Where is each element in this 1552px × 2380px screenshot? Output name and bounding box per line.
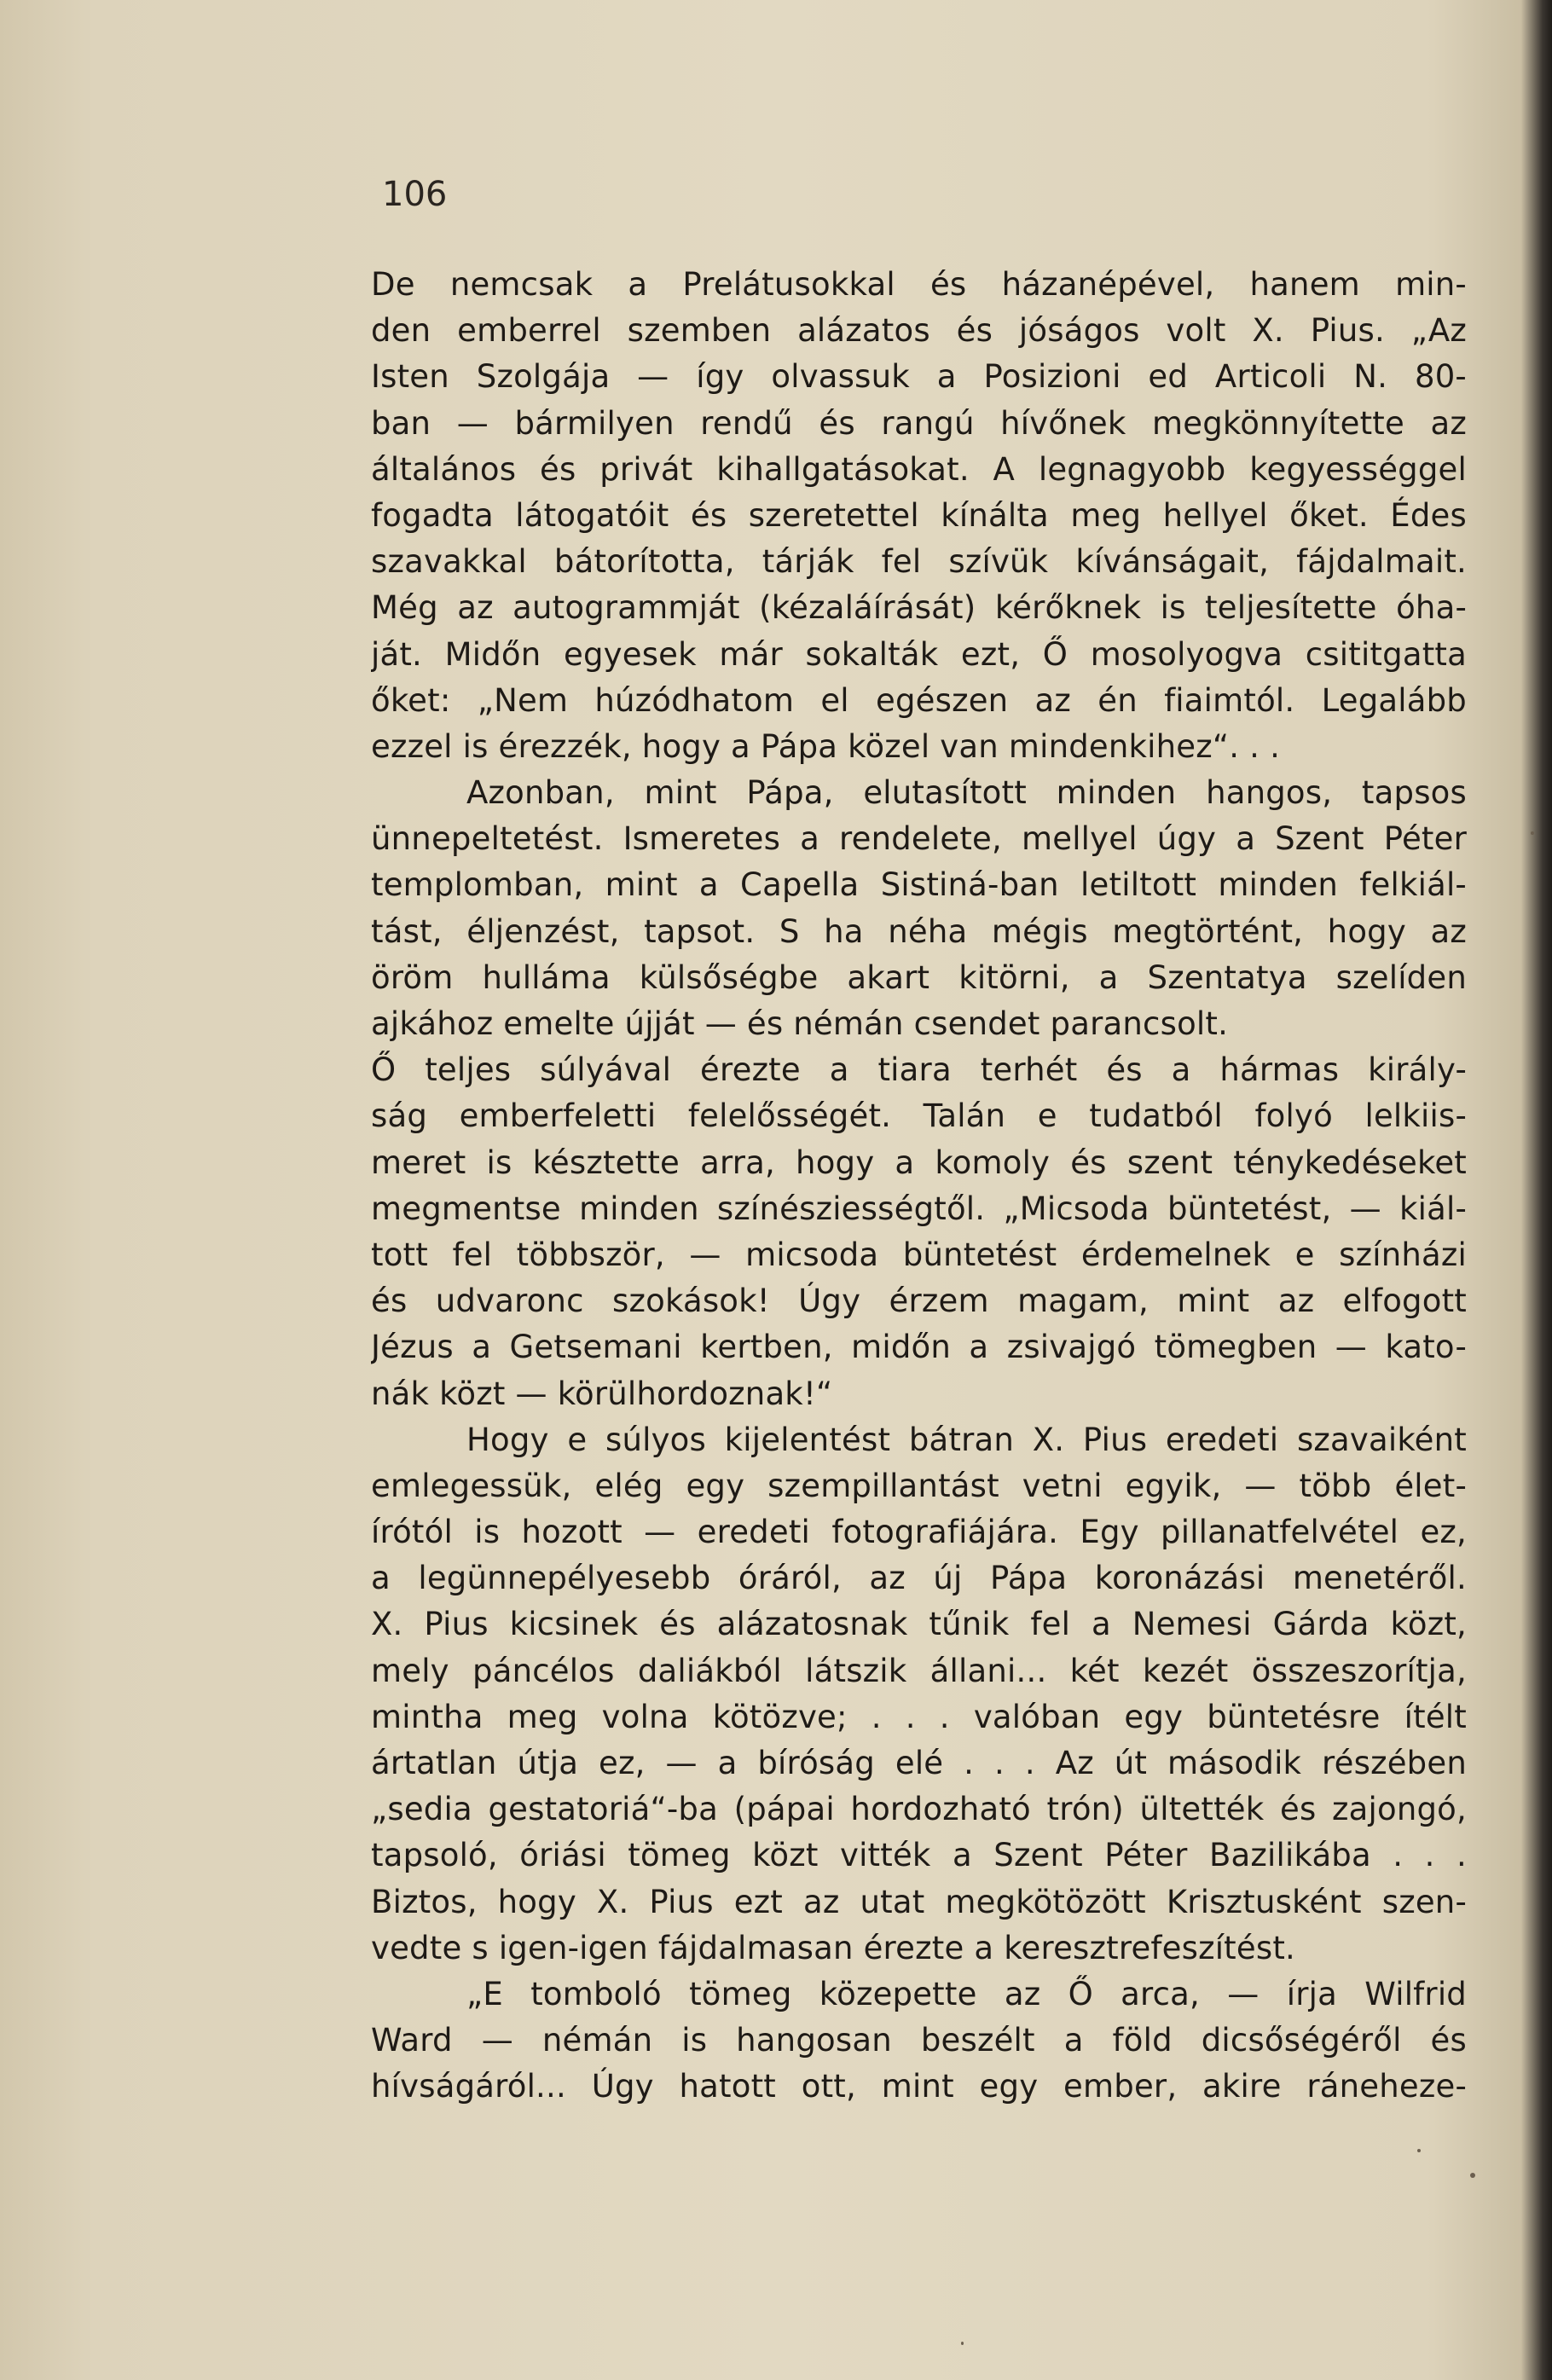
text-line: „E tomboló tömeg közepette az Ő arca, — írja Wilfrid [466,1975,1467,2012]
page-number: 106 [382,175,448,214]
text-line: írótól is hozott — eredeti fotografiájára. Egy pillanatfelvétel ez, [371,1514,1467,1551]
text-line: fogadta látogatóit és szeretettel kínálta meg hellyel őket. Édes [371,496,1467,534]
text-line: nák közt — körülhordoznak!“ [371,1375,833,1412]
text-line: hívságáról... Úgy hatott ott, mint egy ember, akire ráneheze- [371,2068,1467,2105]
paper-speck [1470,2173,1475,2178]
text-line: vedte s igen-igen fájdalmasan érezte a keresztrefeszítést. [371,1929,1295,1966]
text-line: „sedia gestatoriá“-ba (pápai hordozható trón) ültették és zajongó, [371,1791,1467,1828]
text-line: mintha meg volna kötözve; . . . valóban egy büntetésre ítélt [371,1698,1467,1735]
text-line: Ő teljes súlyával érezte a tiara terhét és a hármas király- [371,1051,1467,1089]
paper-speck [961,2342,964,2345]
text-line: Ward — némán is hangosan beszélt a föld dicsőségéről és [371,2022,1467,2059]
text-line: Még az autogrammját (kézaláírását) kérőknek is teljesítette óha- [371,589,1467,627]
text-line: tapsoló, óriási tömeg közt vitték a Szent Péter Bazilikába . . . [371,1837,1467,1874]
body-text [371,262,1467,2111]
text-line: den emberrel szemben alázatos és jóságos volt X. Pius. „Az [371,312,1467,350]
text-line: ünnepeltetést. Ismeretes a rendelete, mellyel úgy a Szent Péter [371,820,1467,858]
text-line: megmentse minden színésziességtől. „Micsoda büntetést, — kiál- [371,1190,1467,1227]
text-line: De nemcsak a Prelátusokkal és házanépével, hanem min- [371,266,1467,303]
text-line: tást, éljenzést, tapsot. S ha néha mégis megtörtént, hogy az [371,912,1467,950]
text-line: ság emberfeletti felelősségét. Talán e tudatból folyó lelkiis- [371,1097,1467,1135]
text-line: tott fel többször, — micsoda büntetést érdemelnek e színházi [371,1236,1467,1273]
text-line: Jézus a Getsemani kertben, midőn a zsivajgó tömegben — kato- [371,1329,1467,1366]
text-line: és udvaronc szokások! Úgy érzem magam, mint az elfogott [371,1283,1467,1320]
text-line: X. Pius kicsinek és alázatosnak tűnik fel a Nemesi Gárda közt, [371,1606,1467,1643]
text-line: ajkához emelte újját — és némán csendet parancsolt. [371,1005,1229,1042]
paper-speck [1531,831,1534,835]
text-line: a legünnepélyesebb óráról, az új Pápa koronázási menetéről. [371,1560,1467,1597]
text-line: mely páncélos daliákból látszik állani... két kezét összeszorítja, [371,1652,1467,1689]
text-line: Isten Szolgája — így olvassuk a Posizioni ed Articoli N. 80- [371,358,1467,396]
text-line: ártatlan útja ez, — a bíróság elé . . . Az út második részében [371,1745,1467,1781]
text-line: meret is késztette arra, hogy a komoly és szent ténykedéseket [371,1144,1467,1181]
text-line: öröm hulláma külsőségbe akart kitörni, a Szentatya szelíden [371,958,1467,996]
text-line: őket: „Nem húzódhatom el egészen az én fiaimtól. Legalább [371,681,1467,719]
text-line: általános és privát kihallgatásokat. A legnagyobb kegyességgel [371,450,1467,488]
text-line: Biztos, hogy X. Pius ezt az utat megkötözött Krisztusként szen- [371,1883,1467,1920]
paper-speck [1417,2149,1421,2152]
text-line: Hogy e súlyos kijelentést bátran X. Pius eredeti szavaiként [466,1421,1467,1458]
text-line: ezzel is érezzék, hogy a Pápa közel van mindenkihez“. . . [371,727,1281,765]
text-line: emlegessük, elég egy szempillantást vetni egyik, — több élet- [371,1467,1467,1504]
text-line: Azonban, mint Pápa, elutasított minden hangos, tapsos [466,774,1467,812]
text-line: ban — bármilyen rendű és rangú hívőnek megkönnyítette az [371,404,1467,442]
text-line: templomban, mint a Capella Sistiná-ban letiltott minden felkiál- [371,866,1467,904]
text-line: szavakkal bátorította, tárják fel szívük kívánságait, fájdalmait. [371,543,1467,581]
text-line: ját. Midőn egyesek már sokalták ezt, Ő mosolyogva csititgatta [371,635,1467,673]
